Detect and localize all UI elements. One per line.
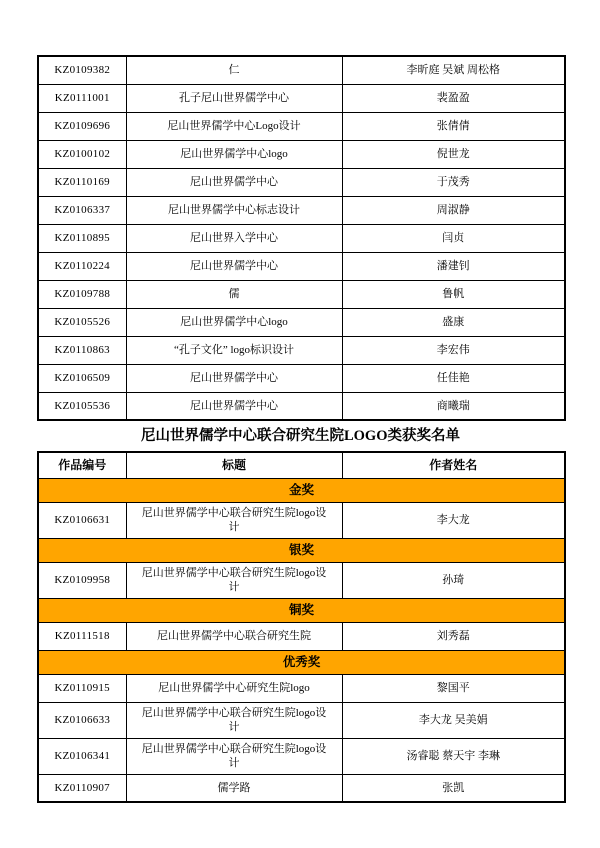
work-title-cell: 尼山世界儒学中心logo [126,308,342,336]
author-cell: 张倩倩 [342,112,565,140]
award-banner-label: 银奖 [38,538,565,562]
author-cell: 盛康 [342,308,565,336]
work-code-cell: KZ0106509 [38,364,126,392]
work-title-cell: 儒学路 [126,774,342,802]
work-code-cell: KZ0109958 [38,562,126,598]
author-cell: 黎国平 [342,674,565,702]
table-row [38,140,565,168]
awards-table-logo-category [37,451,566,803]
table-row [38,224,565,252]
author-cell: 潘建钊 [342,252,565,280]
table-row [38,364,565,392]
work-code-cell: KZ0110224 [38,252,126,280]
table-row [38,674,565,702]
work-title-cell: “孔子文化” logo标识设计 [126,336,342,364]
work-title-cell: 尼山世界儒学中心联合研究生院logo设计 [126,562,342,598]
table-row [38,774,565,802]
work-title-cell: 尼山世界儒学中心 [126,168,342,196]
work-code-cell: KZ0109696 [38,112,126,140]
table-row [38,336,565,364]
table-row [38,252,565,280]
table-row [38,702,565,738]
author-cell: 于茂秀 [342,168,565,196]
work-title-cell: 尼山世界儒学中心Logo设计 [126,112,342,140]
work-title-cell: 尼山世界入学中心 [126,224,342,252]
table-row [38,196,565,224]
work-code-cell: KZ0110915 [38,674,126,702]
work-title-cell: 尼山世界儒学中心 [126,364,342,392]
work-title-cell: 儒 [126,280,342,308]
column-header-code: 作品编号 [38,452,126,478]
work-code-cell: KZ0111518 [38,622,126,650]
author-cell: 倪世龙 [342,140,565,168]
awards-table-upper [37,55,566,421]
work-title-cell: 尼山世界儒学中心研究生院logo [126,674,342,702]
work-code-cell: KZ0105536 [38,392,126,420]
table-row [38,56,565,84]
author-cell: 张凯 [342,774,565,802]
table-row [38,392,565,420]
work-code-cell: KZ0109382 [38,56,126,84]
award-banner-label: 金奖 [38,478,565,502]
work-code-cell: KZ0100102 [38,140,126,168]
award-banner-row-gold [38,478,565,502]
award-banner-label: 铜奖 [38,598,565,622]
work-title-cell: 尼山世界儒学中心标志设计 [126,196,342,224]
work-title-cell: 仁 [126,56,342,84]
author-cell: 周淑静 [342,196,565,224]
table-row [38,622,565,650]
work-code-cell: KZ0106633 [38,702,126,738]
author-cell: 李大龙 [342,502,565,538]
table-row [38,168,565,196]
work-title-cell: 尼山世界儒学中心联合研究生院logo设计 [126,702,342,738]
author-cell: 孙琦 [342,562,565,598]
award-banner-label: 优秀奖 [38,650,565,674]
work-title-cell: 尼山世界儒学中心 [126,392,342,420]
table-row [38,502,565,538]
author-cell: 汤睿聪 蔡天宇 李琳 [342,738,565,774]
table-row [38,280,565,308]
work-title-cell: 孔子尼山世界儒学中心 [126,84,342,112]
work-code-cell: KZ0111001 [38,84,126,112]
table-row [38,738,565,774]
author-cell: 鲁帆 [342,280,565,308]
column-header-title: 标题 [126,452,342,478]
section-title: 尼山世界儒学中心联合研究生院LOGO类获奖名单 [140,428,460,444]
table-row [38,112,565,140]
work-title-cell: 尼山世界儒学中心 [126,252,342,280]
author-cell: 裴盈盈 [342,84,565,112]
author-cell: 李昕庭 吴斌 周松格 [342,56,565,84]
author-cell: 李大龙 吴美娟 [342,702,565,738]
work-title-cell: 尼山世界儒学中心联合研究生院logo设计 [126,738,342,774]
table-row [38,84,565,112]
work-code-cell: KZ0110169 [38,168,126,196]
table-row [38,308,565,336]
work-title-cell: 尼山世界儒学中心联合研究生院 [126,622,342,650]
document-body [37,55,564,803]
work-title-cell: 尼山世界儒学中心联合研究生院logo设计 [126,502,342,538]
work-code-cell: KZ0109788 [38,280,126,308]
author-cell: 闫贞 [342,224,565,252]
column-header-author: 作者姓名 [342,452,565,478]
work-code-cell: KZ0110895 [38,224,126,252]
work-code-cell: KZ0110907 [38,774,126,802]
work-code-cell: KZ0110863 [38,336,126,364]
table-header-row [38,452,565,478]
work-code-cell: KZ0105526 [38,308,126,336]
award-banner-row-silver [38,538,565,562]
author-cell: 任佳艳 [342,364,565,392]
work-code-cell: KZ0106631 [38,502,126,538]
author-cell: 刘秀磊 [342,622,565,650]
author-cell: 李宏伟 [342,336,565,364]
award-banner-row-excellence [38,650,565,674]
table-row [38,562,565,598]
work-code-cell: KZ0106341 [38,738,126,774]
author-cell: 商曦瑞 [342,392,565,420]
work-code-cell: KZ0106337 [38,196,126,224]
work-title-cell: 尼山世界儒学中心logo [126,140,342,168]
award-banner-row-bronze [38,598,565,622]
